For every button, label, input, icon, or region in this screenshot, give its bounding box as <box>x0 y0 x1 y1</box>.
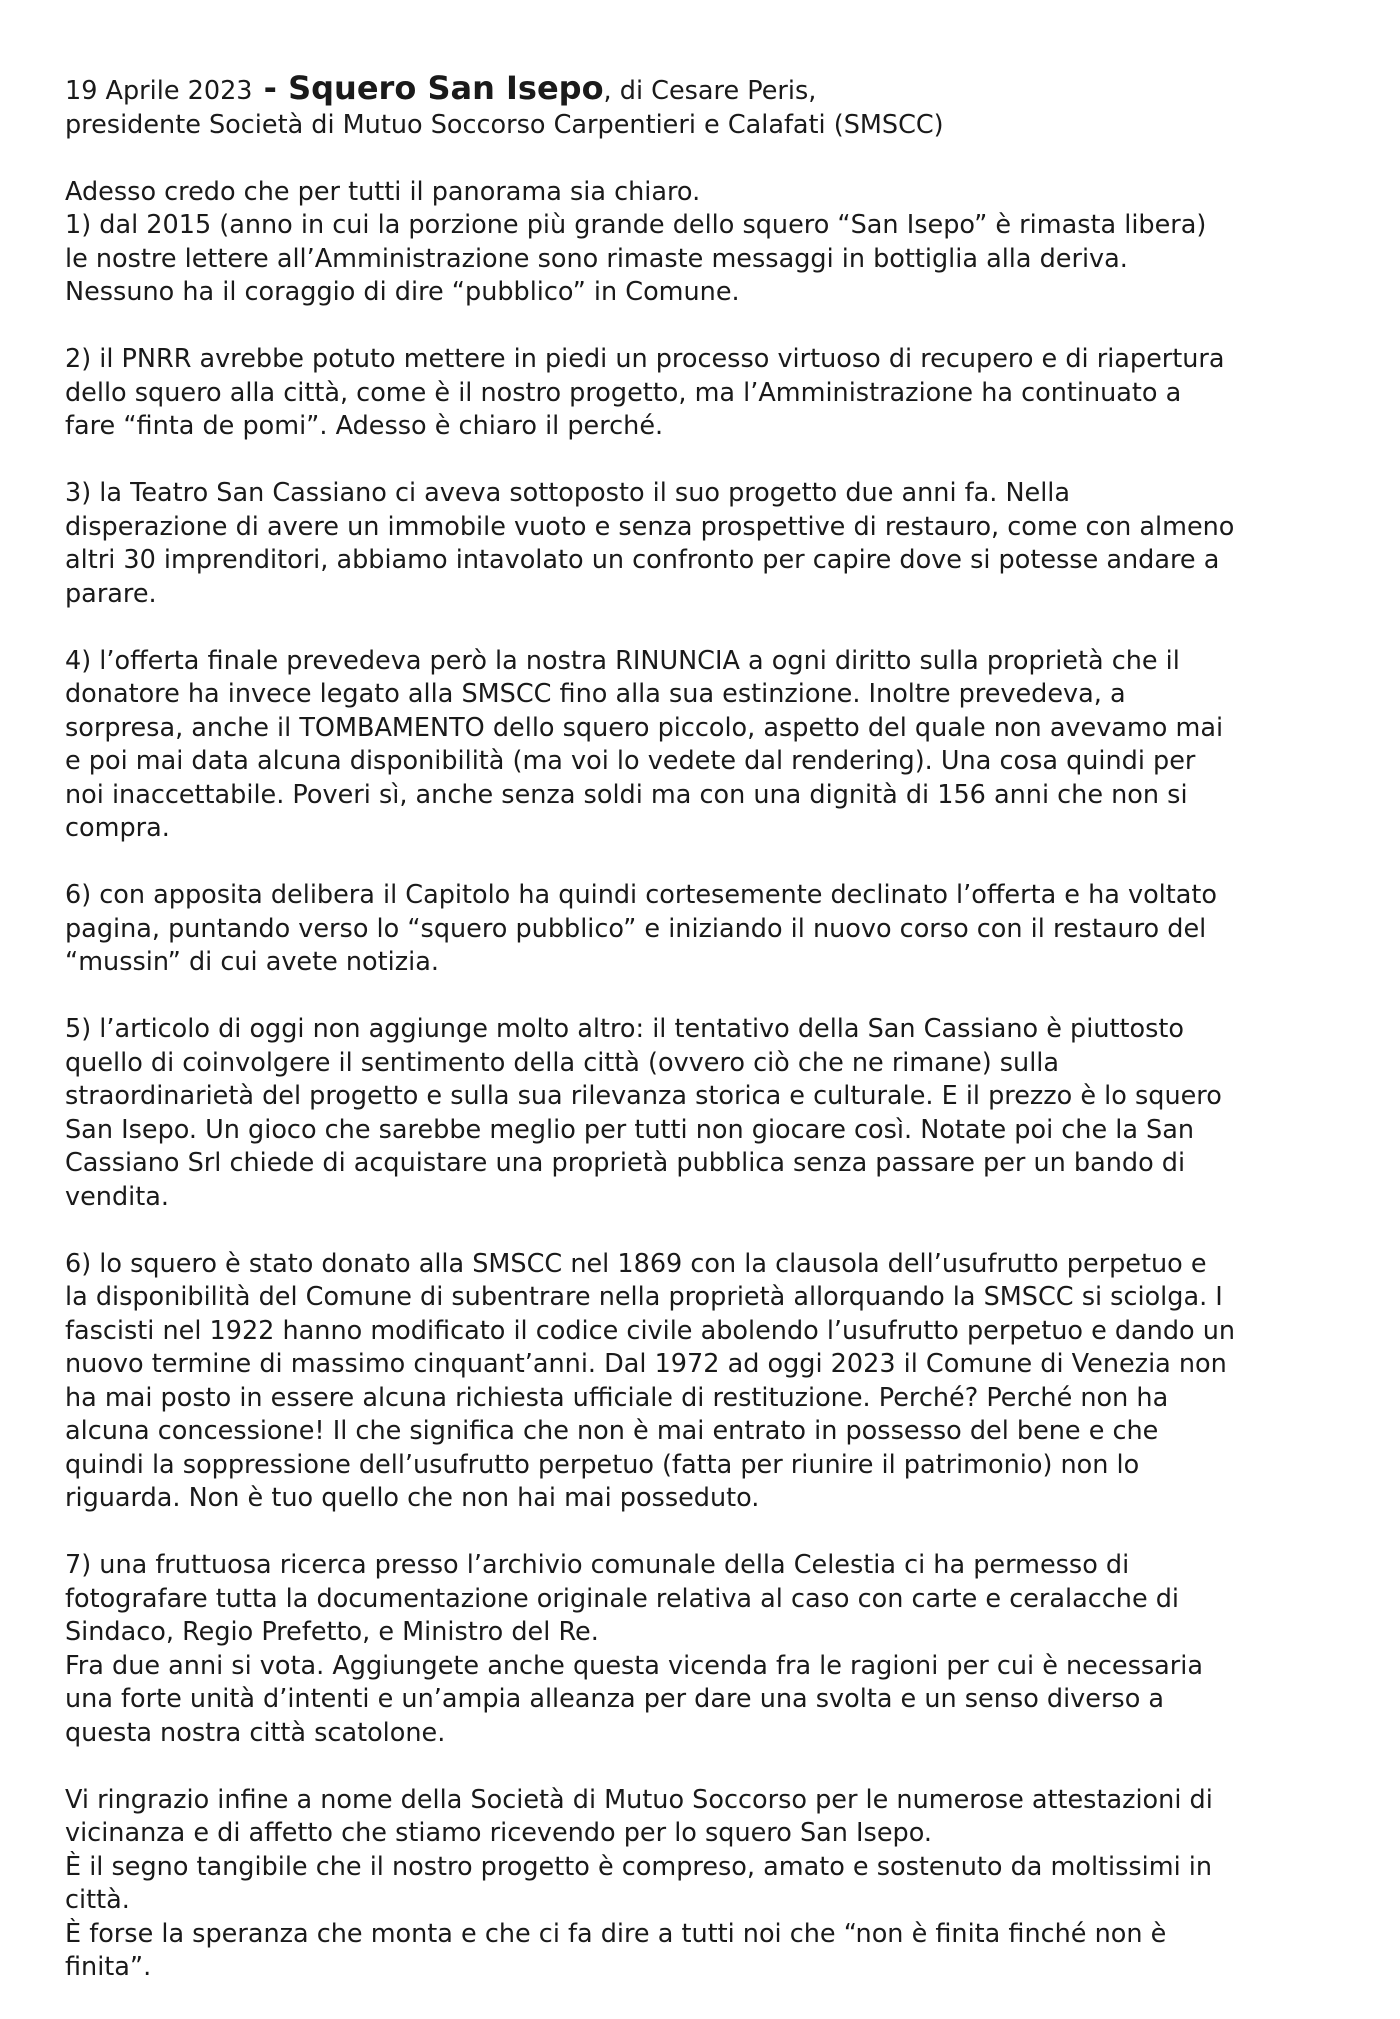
paragraph-line: Nessuno ha il coraggio di dire “pubblico” in Comune. <box>65 277 740 307</box>
paragraph-line: disperazione di avere un immobile vuoto e senza prospettive di restauro, come con almeno <box>65 511 1235 542</box>
paragraph <box>65 1013 1355 1214</box>
paragraph-gap <box>65 310 1355 344</box>
paragraph-line: riguarda. Non è tuo quello che non hai mai posseduto. <box>65 1483 760 1513</box>
paragraph-gap <box>65 980 1355 1014</box>
paragraph <box>65 477 1355 611</box>
paragraph-line: finita”. <box>65 1952 152 1982</box>
paragraph-line: ha mai posto in essere alcuna richiesta ufficiale di restituzione. Perché? Perché non ha <box>65 1382 1169 1413</box>
paragraph <box>65 879 1355 980</box>
paragraph-line: quindi la soppressione dell’usufrutto perpetuo (fatta per riunire il patrimonio) non lo <box>65 1449 1140 1480</box>
paragraph-line: “mussin” di cui avete notizia. <box>65 947 439 977</box>
paragraph-line: città. <box>65 1885 130 1915</box>
title-dash: - <box>252 69 289 107</box>
paragraph-line: 3) la Teatro San Cassiano ci aveva sottoposto il suo progetto due anni fa. Nella <box>65 478 1071 508</box>
paragraph-line: È il segno tangibile che il nostro progetto è compreso, amato e sostenuto da moltissimi in <box>65 1851 1213 1882</box>
paragraph-line: una forte unità d’intenti e un’ampia alleanza per dare una svolta e un senso diverso a <box>65 1684 1165 1714</box>
paragraph-gap <box>65 1214 1355 1248</box>
paragraph-line: compra. <box>65 813 170 843</box>
paragraph-line: e poi mai data alcuna disponibilità (ma voi lo vedete dal rendering). Una cosa quindi per <box>65 746 1196 776</box>
paragraph-line: San Isepo. Un gioco che sarebbe meglio per tutti non giocare così. Notate poi che la San <box>65 1114 1195 1145</box>
paragraph-line: 6) lo squero è stato donato alla SMSCC nel 1869 con la clausola dell’usufrutto perpetuo e <box>65 1248 1207 1279</box>
article-date: 19 Aprile 2023 <box>65 76 253 106</box>
paragraph-gap <box>65 611 1355 645</box>
paragraph <box>65 645 1355 846</box>
paragraph-line: sorpresa, anche il TOMBAMENTO dello squero piccolo, aspetto del quale non avevamo mai <box>65 712 1224 743</box>
paragraph <box>65 343 1355 444</box>
paragraph-line: Adesso credo che per tutti il panorama sia chiaro. <box>65 176 701 207</box>
paragraph-line: questa nostra città scatolone. <box>65 1717 446 1748</box>
paragraph <box>65 1549 1355 1750</box>
article-body <box>65 176 1355 1985</box>
paragraph-line: 7) una fruttuosa ricerca presso l’archivio comunale della Celestia ci ha permesso di <box>65 1550 1130 1580</box>
paragraph-line: vicinanza e di affetto che stiamo ricevendo per lo squero San Isepo. <box>65 1818 932 1848</box>
paragraph-line: È forse la speranza che monta e che ci fa dire a tutti noi che “non è finita finché non è <box>65 1918 1167 1949</box>
paragraph-line: 6) con apposita delibera il Capitolo ha quindi cortesemente declinato l’offerta e ha voltato <box>65 880 1217 910</box>
paragraph-line: Vi ringrazio infine a nome della Società di Mutuo Soccorso per le numerose attestazioni di <box>65 1784 1213 1815</box>
paragraph-line: Sindaco, Regio Prefetto, e Ministro del Re. <box>65 1617 599 1647</box>
paragraph-line: nuovo termine di massimo cinquant’anni. Dal 1972 ad oggi 2023 il Comune di Venezia non <box>65 1349 1227 1379</box>
paragraph-line: fotografare tutta la documentazione originale relativa al caso con carte e ceralacche di <box>65 1583 1180 1614</box>
paragraph-line: Cassiano Srl chiede di acquistare una proprietà pubblica senza passare per un bando di <box>65 1148 1186 1178</box>
paragraph-line: 2) il PNRR avrebbe potuto mettere in piedi un processo virtuoso di recupero e di riapertura <box>65 344 1225 374</box>
document-page <box>65 69 1355 1985</box>
paragraph-line: fare “finta de pomi”. Adesso è chiaro il perché. <box>65 411 664 441</box>
paragraph-gap <box>65 444 1355 478</box>
paragraph <box>65 1784 1355 1985</box>
paragraph-line: vendita. <box>65 1181 169 1212</box>
paragraph-line: le nostre lettere all’Amministrazione sono rimaste messaggi in bottiglia alla deriva. <box>65 243 1128 274</box>
paragraph-line: altri 30 imprenditori, abbiamo intavolato un confronto per capire dove si potesse andare a <box>65 545 1220 575</box>
paragraph-line: dello squero alla città, come è il nostro progetto, ma l’Amministrazione ha continuato a <box>65 377 1182 408</box>
paragraph-line: alcuna concessione! Il che significa che non è mai entrato in possesso del bene e che <box>65 1416 1159 1446</box>
paragraph-gap <box>65 1516 1355 1550</box>
paragraph-line: 1) dal 2015 (anno in cui la porzione più grande dello squero “San Isepo” è rimasta libera) <box>65 210 1207 240</box>
paragraph-line: pagina, puntando verso lo “squero pubblico” e iniziando il nuovo corso con il restauro del <box>65 913 1207 944</box>
paragraph-gap <box>65 1750 1355 1784</box>
paragraph <box>65 176 1355 310</box>
paragraph-line: parare. <box>65 578 157 609</box>
paragraph-line: Fra due anni si vota. Aggiungete anche questa vicenda fra le ragioni per cui è necessaria <box>65 1650 1203 1681</box>
article-title: Squero San Isepo <box>288 69 604 107</box>
paragraph-gap <box>65 142 1355 176</box>
paragraph-line: 4) l’offerta finale prevedeva però la nostra RINUNCIA a ogni diritto sulla proprietà che il <box>65 645 1180 676</box>
paragraph-line: 5) l’articolo di oggi non aggiunge molto altro: il tentativo della San Cassiano è piuttosto <box>65 1014 1184 1044</box>
paragraph-line: quello di coinvolgere il sentimento della città (ovvero ciò che ne rimane) sulla <box>65 1047 1060 1078</box>
paragraph-line: straordinarietà del progetto e sulla sua rilevanza storica e culturale. E il prezzo è lo squero <box>65 1081 1222 1111</box>
paragraph <box>65 1248 1355 1516</box>
paragraph-gap <box>65 846 1355 880</box>
header-line-1 <box>65 69 1355 109</box>
paragraph-line: la disponibilità del Comune di subentrare nella proprietà allorquando la SMSCC si sciolga. I <box>65 1282 1223 1312</box>
paragraph-line: noi inaccettabile. Poveri sì, anche senza soldi ma con una dignità di 156 anni che non si <box>65 779 1188 810</box>
paragraph-line: donatore ha invece legato alla SMSCC fino alla sua estinzione. Inoltre prevedeva, a <box>65 679 1126 709</box>
author-role: presidente Società di Mutuo Soccorso Carpentieri e Calafati (SMSCC) <box>65 109 944 140</box>
article-byline: , di Cesare Peris, <box>603 76 817 106</box>
paragraph-line: fascisti nel 1922 hanno modificato il codice civile abolendo l’usufrutto perpetuo e dando un <box>65 1315 1236 1346</box>
